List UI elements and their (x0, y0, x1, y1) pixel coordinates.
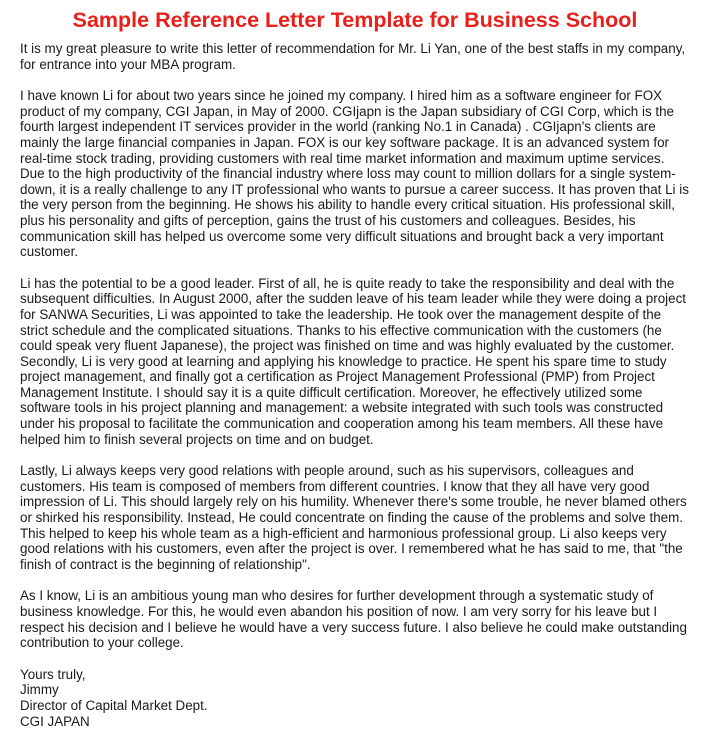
signature-block (20, 667, 690, 729)
signature-name: Jimmy (20, 682, 59, 698)
letter-title: Sample Reference Letter Template for Business School (72, 8, 638, 32)
paragraph-intro: It is my great pleasure to write this letter of recommendation for Mr. Li Yan, one of the best staffs in my company, for entrance into your MBA program. (20, 41, 686, 72)
paragraph-leadership: Li has the potential to be a good leader. First of all, he is quite ready to take the responsibility and deal with the subsequent difficulties. In August 2000, after the sudden leave of his team leader while they were doing a project for SANWA Securities, Li was appointed to take the leadership. He took over the management despite of the strict schedule and the complicated situations. Thanks to his effective communication with the customers (he could speak very fluent Japanese), the project was finished on time and was highly evaluated by the customer. Secondly, Li is very good at learning and applying his knowledge to practice. He spent his spare time to study project management, and finally got a certification as Project Management Professional (PMP) from Project Management Institute. I should say it is a quite difficult certification. Moreover, he effectively utilized some software tools in his project planning and management: a website integrated with such tools was constructed under his proposal to facilitate the communication and cooperation among his team members. All these have helped him to finish several projects on time and on budget. (20, 275, 686, 447)
paragraph-relations: Lastly, Li always keeps very good relations with people around, such as his supervisors, colleagues and customers. His team is composed of members from different countries. I know that they all have very good impression of Li. This should largely rely on his humility. Whenever there's some trouble, he never blamed others or shirked his responsibility. Instead, He could concentrate on finding the cause of the problems and solve them. This helped to keep his whole team as a high-efficient and harmonious professional group. Li also keeps very good relations with his customers, even after the project is over. I remembered what he has said to me, that "the finish of contract is the beginning of relationship". (20, 463, 687, 572)
signature-closing: Yours truly, (20, 666, 86, 682)
signature-position: Director of Capital Market Dept. (20, 697, 208, 713)
paragraph-conclusion: As I know, Li is an ambitious young man who desires for further development through a systematic study of business knowledge. For this, he would even abandon his position of now. I am very sorry for his leave but I respect his decision and I believe he would have a very success future. I also believe he could make outstanding contribution to your college. (20, 588, 687, 651)
paragraph-background: I have known Li for about two years since he joined my company. I hired him as a software engineer for FOX product of my company, CGI Japan, in May of 2000. CGIjapn is the Japan subsidiary of CGI Corp, which is the fourth largest independent IT services provider in the world (ranking No.1 in Canada) . CGIjapn's clients are mainly the large financial companies in Japan. FOX is our key software package. It is an advanced system for real-time stock trading, providing customers with real time market information and maximum uptime services. Due to the high productivity of the financial industry where loss may count to million dollars for a single system-down, it is a really challenge to any IT professional who wants to pursue a career success. It has proven that Li is the very person from the beginning. He shows his ability to handle every critical situation. His professional skill, plus his personality and gifts of perception, gains the trust of his customers and colleagues. Besides, his communication skill has helped us overcome some very difficult situations and brought back a very important customer. (20, 88, 689, 260)
signature-company: CGI JAPAN (20, 713, 90, 729)
